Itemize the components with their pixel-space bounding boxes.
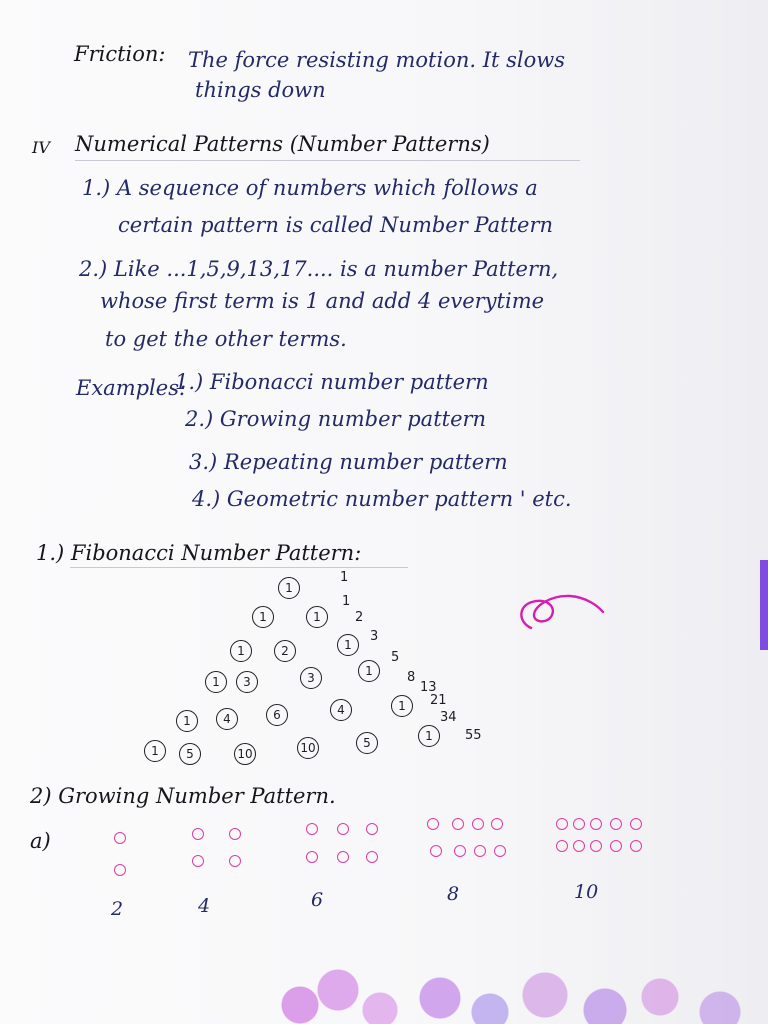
growing-count-3: 6: [311, 889, 324, 911]
fib-circle-5-4: 4: [330, 699, 352, 721]
friction-label: Friction:: [74, 42, 166, 66]
fib-side-10: 55: [465, 728, 482, 743]
fib-side-1: 1: [340, 570, 349, 585]
growing-circle-3-6: [366, 851, 378, 863]
fib-circle-5-3: 6: [266, 704, 288, 726]
growing-circle-3-1: [306, 823, 318, 835]
fib-circle-6-6: 1: [418, 725, 440, 747]
example-item-2: 2.) Growing number pattern: [185, 407, 487, 431]
fib-circle-3-3: 1: [337, 634, 359, 656]
friction-definition-line-2: things down: [195, 78, 326, 102]
growing-circle-5-3: [590, 818, 602, 830]
growing-circle-4-7: [474, 845, 486, 857]
growing-circle-5-10: [630, 840, 642, 852]
growing-circle-2-4: [229, 855, 241, 867]
growing-circle-5-9: [610, 840, 622, 852]
growing-count-1: 2: [111, 898, 124, 920]
section-title: Numerical Patterns (Number Patterns): [75, 132, 490, 156]
growing-marker: a): [30, 829, 51, 853]
growing-circle-5-1: [556, 818, 568, 830]
fib-circle-3-1: 1: [230, 640, 252, 662]
growing-count-4: 8: [447, 883, 460, 905]
growing-circle-5-4: [610, 818, 622, 830]
fib-circle-5-2: 4: [216, 708, 238, 730]
growing-circle-4-1: [427, 818, 439, 830]
fib-circle-6-5: 5: [356, 732, 378, 754]
fibonacci-pink-curl: [516, 582, 606, 642]
growing-circle-5-7: [573, 840, 585, 852]
friction-definition-line-1: The force resisting motion. It slows: [188, 48, 566, 72]
fib-circle-5-1: 1: [176, 710, 198, 732]
fib-circle-3-2: 2: [274, 640, 296, 662]
growing-circle-5-5: [630, 818, 642, 830]
growing-circle-3-4: [306, 851, 318, 863]
fib-circle-4-2: 3: [236, 671, 258, 693]
note-2-line-3: to get the other terms.: [105, 327, 347, 351]
fib-side-7: 13: [420, 680, 437, 695]
note-2-line-1: 2.) Like ...1,5,9,13,17.... is a number Pattern,: [79, 257, 559, 281]
page-edge-strip: [760, 560, 768, 650]
fib-circle-2-1: 1: [252, 606, 274, 628]
fib-side-5: 5: [391, 650, 400, 665]
example-item-4: 4.) Geometric number pattern ' etc.: [192, 487, 572, 511]
examples-label: Examples:: [76, 376, 187, 400]
growing-circle-4-4: [491, 818, 503, 830]
growing-circle-1-2: [114, 864, 126, 876]
decorative-flower-border: [220, 960, 768, 1024]
growing-count-5: 10: [574, 881, 599, 903]
fib-side-9: 34: [440, 710, 457, 725]
fib-circle-4-3: 3: [300, 667, 322, 689]
fib-side-8: 21: [430, 693, 447, 708]
fib-circle-6-3: 10: [234, 743, 256, 765]
fib-circle-6-4: 10: [297, 737, 319, 759]
growing-circle-1-1: [114, 832, 126, 844]
growing-circle-2-3: [192, 855, 204, 867]
growing-circle-3-3: [366, 823, 378, 835]
fib-circle-5-5: 1: [391, 695, 413, 717]
growing-circle-4-5: [430, 845, 442, 857]
example-item-3: 3.) Repeating number pattern: [189, 450, 508, 474]
fib-circle-2-2: 1: [306, 606, 328, 628]
fib-circle-6-2: 5: [179, 743, 201, 765]
growing-circle-5-2: [573, 818, 585, 830]
fib-circle-4-4: 1: [358, 660, 380, 682]
growing-circle-2-2: [229, 828, 241, 840]
growing-circle-5-8: [590, 840, 602, 852]
fibonacci-heading: 1.) Fibonacci Number Pattern:: [36, 541, 362, 565]
growing-circle-3-2: [337, 823, 349, 835]
fib-side-2: 1: [342, 594, 351, 609]
fib-circle-6-1: 1: [144, 740, 166, 762]
growing-circle-2-1: [192, 828, 204, 840]
growing-circle-5-6: [556, 840, 568, 852]
growing-heading: 2) Growing Number Pattern.: [30, 784, 336, 808]
section-title-underline: [75, 160, 580, 161]
growing-circle-3-5: [337, 851, 349, 863]
fibonacci-heading-underline: [70, 567, 408, 568]
fib-side-6: 8: [407, 670, 416, 685]
growing-circle-4-8: [494, 845, 506, 857]
note-1-line-1: 1.) A sequence of numbers which follows a: [82, 176, 538, 200]
section-roman: IV: [32, 138, 50, 157]
note-1-line-2: certain pattern is called Number Pattern: [118, 213, 554, 237]
fib-circle-4-1: 1: [205, 671, 227, 693]
growing-circle-4-6: [454, 845, 466, 857]
fib-circle-1: 1: [278, 577, 300, 599]
growing-circle-4-2: [452, 818, 464, 830]
note-2-line-2: whose first term is 1 and add 4 everytime: [100, 289, 545, 313]
growing-circle-4-3: [472, 818, 484, 830]
fib-side-3: 2: [355, 610, 364, 625]
growing-count-2: 4: [198, 895, 211, 917]
example-item-1: 1.) Fibonacci number pattern: [175, 370, 489, 394]
fib-side-4: 3: [370, 629, 379, 644]
